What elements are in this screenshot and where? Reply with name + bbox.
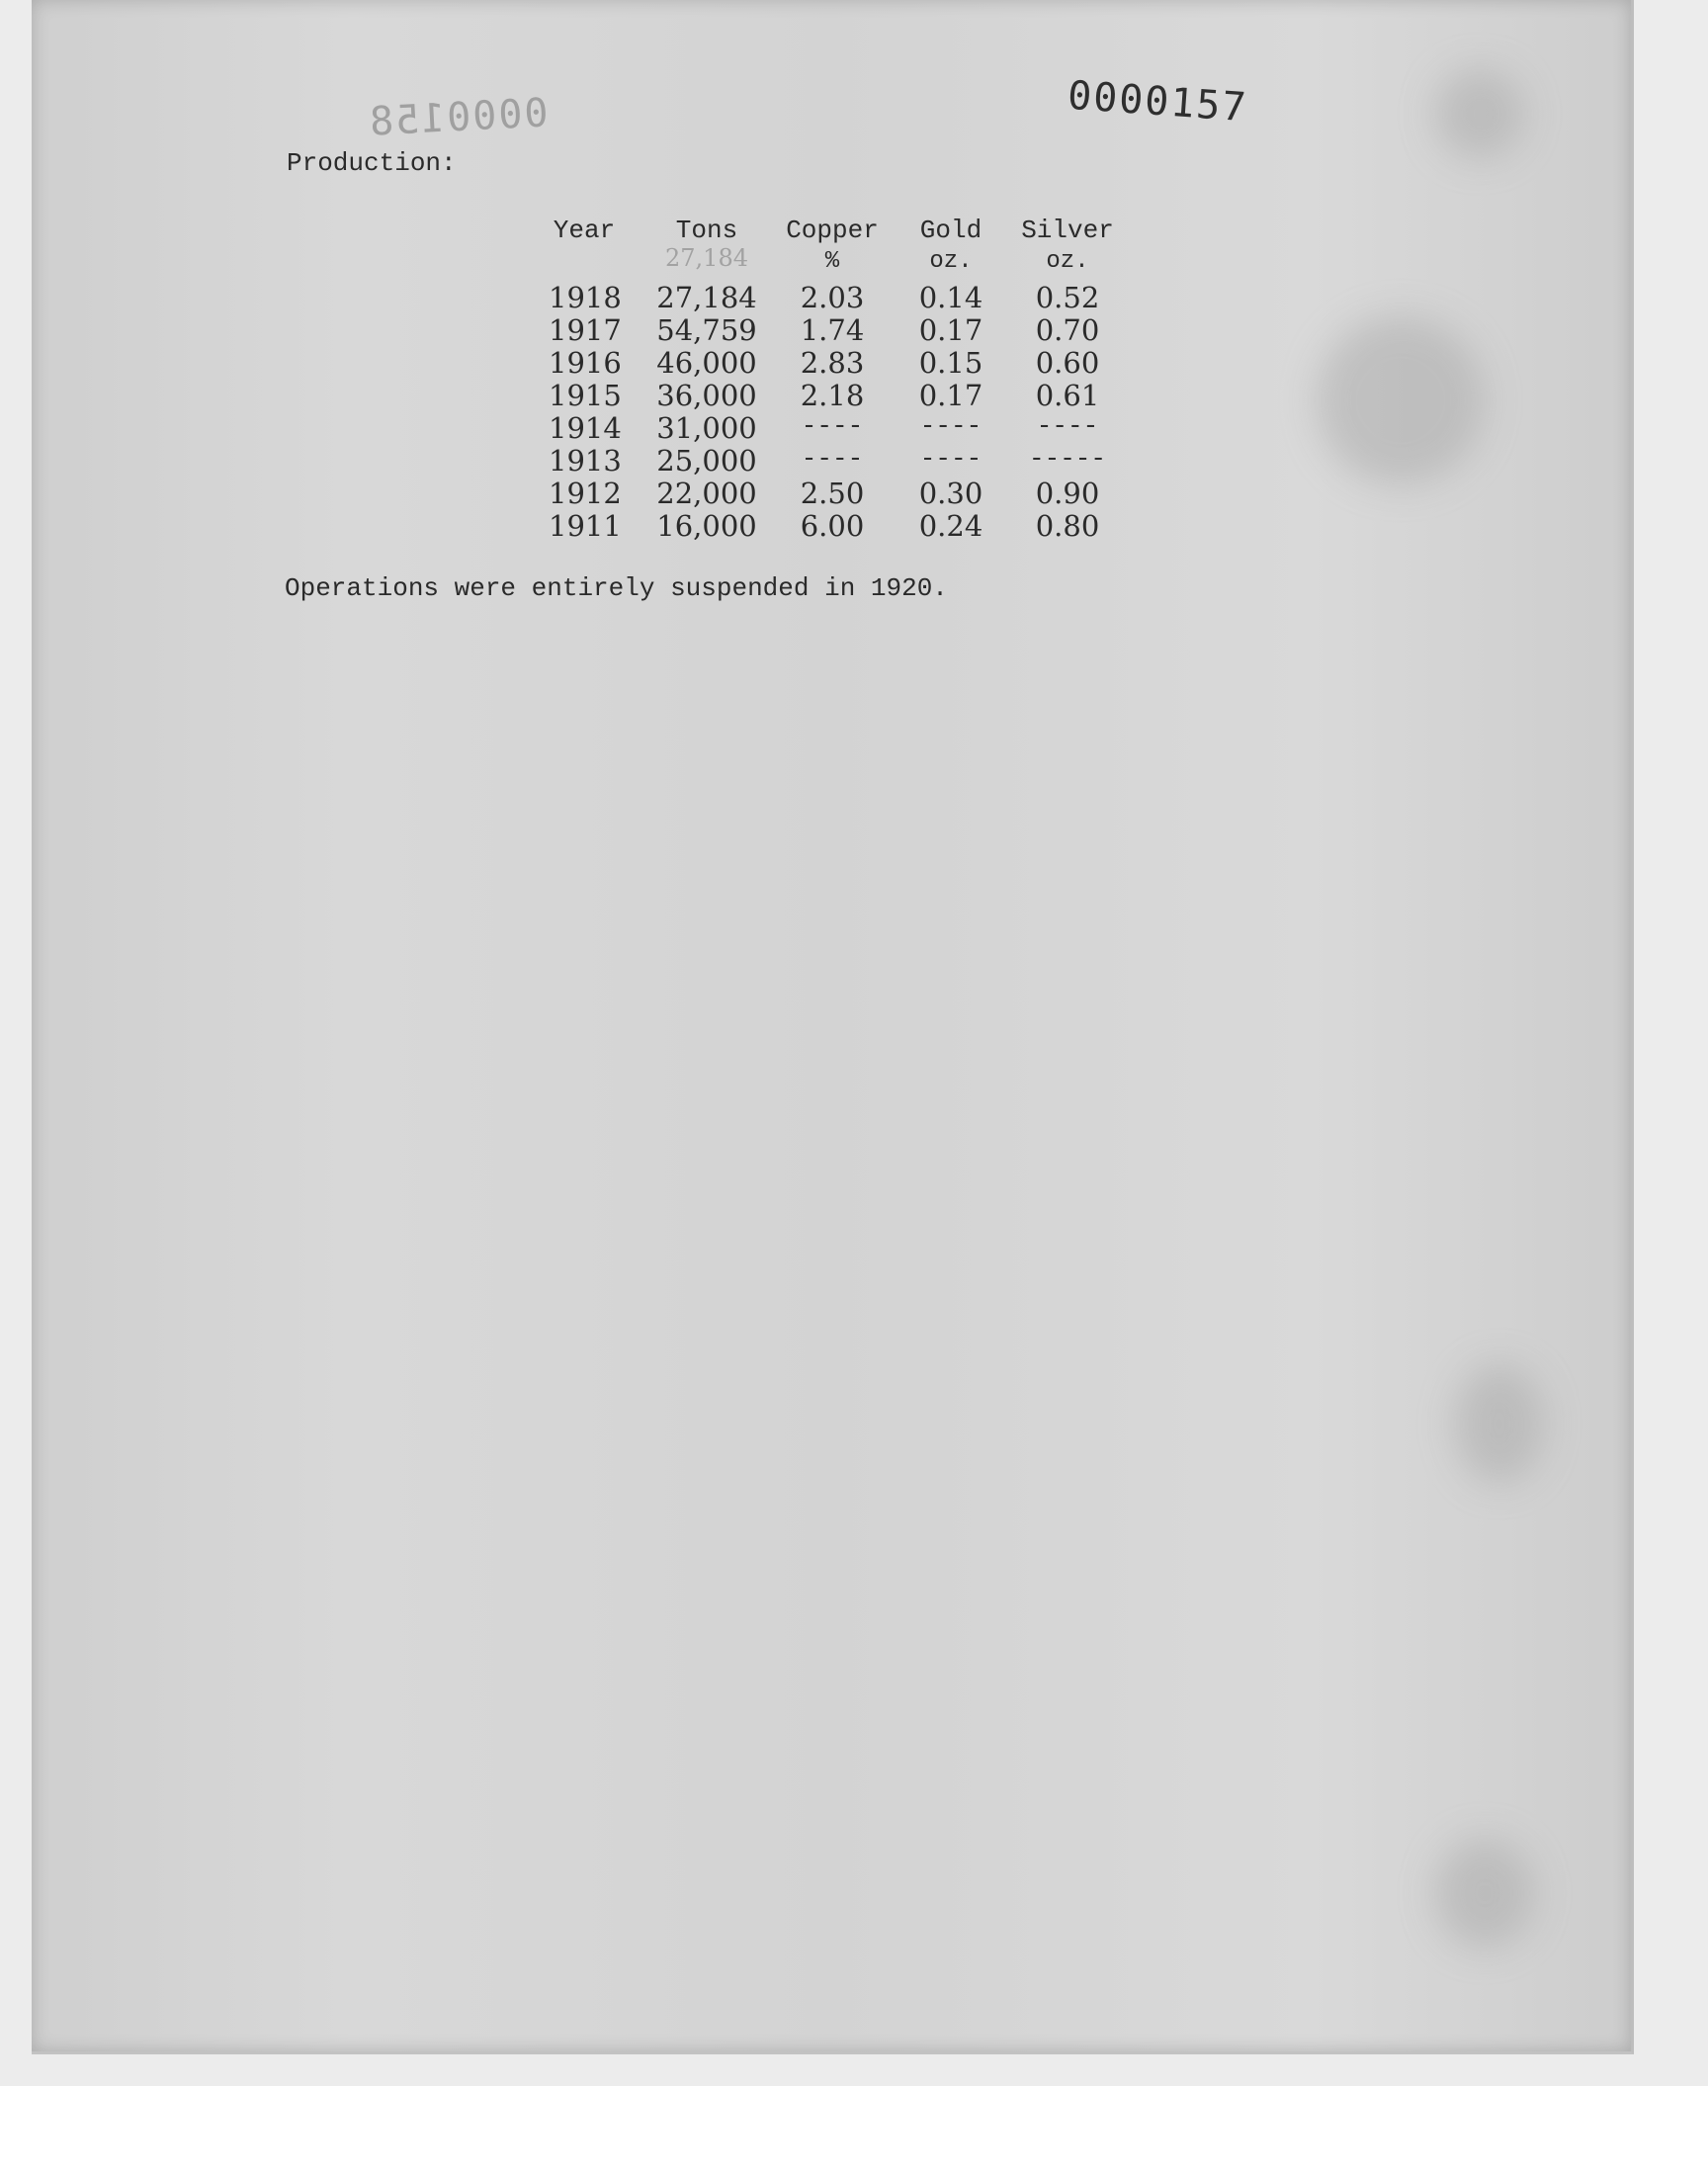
cell-copper: ----: [801, 444, 864, 474]
cell-tons: 31,000: [656, 411, 757, 445]
faint-annotation: 27,184: [665, 244, 748, 272]
cell-year: 1912: [549, 477, 622, 510]
page-smudge: [1317, 316, 1485, 484]
cell-silver: 0.80: [1035, 509, 1100, 543]
cell-gold: ----: [919, 411, 982, 441]
cell-gold: 0.17: [918, 379, 983, 412]
header-copper: Copper: [786, 216, 879, 245]
cell-year: 1917: [549, 313, 622, 347]
header-year: Year: [553, 216, 616, 245]
unit-gold: oz.: [929, 248, 973, 275]
cell-tons: 54,759: [656, 313, 757, 347]
cell-silver: -----: [1028, 444, 1106, 474]
cell-gold: 0.17: [918, 313, 983, 347]
cell-silver: 0.61: [1035, 379, 1100, 412]
cell-gold: 0.24: [918, 509, 983, 543]
cell-gold: 0.14: [918, 281, 983, 314]
header-silver: Silver: [1021, 216, 1114, 245]
cell-year: 1911: [549, 509, 622, 543]
cell-gold: 0.30: [918, 477, 983, 510]
cell-tons: 25,000: [656, 444, 757, 478]
cell-silver: 0.90: [1035, 477, 1100, 510]
unit-silver: oz.: [1046, 248, 1089, 275]
cell-copper: ----: [801, 411, 864, 441]
unit-copper: %: [824, 248, 840, 275]
cell-tons: 36,000: [656, 379, 757, 412]
cell-tons: 16,000: [656, 509, 757, 543]
header-tons: Tons: [675, 216, 738, 245]
page-smudge: [1435, 69, 1524, 158]
cell-copper: 2.83: [800, 346, 865, 380]
cell-year: 1913: [549, 444, 622, 478]
cell-year: 1916: [549, 346, 622, 380]
operations-note: Operations were entirely suspended in 1920.: [285, 573, 948, 603]
cell-tons: 46,000: [656, 346, 757, 380]
cell-silver: 0.60: [1035, 346, 1100, 380]
ghost-page-number-stamp: 0000158: [366, 90, 550, 145]
cell-copper: 1.74: [800, 313, 865, 347]
cell-copper: 2.03: [800, 281, 865, 314]
cell-copper: 2.18: [800, 379, 865, 412]
production-heading: Production:: [287, 148, 457, 178]
page-number-stamp: 0000157: [1066, 72, 1249, 131]
cell-gold: ----: [919, 444, 982, 474]
cell-gold: 0.15: [918, 346, 983, 380]
cell-copper: 6.00: [800, 509, 865, 543]
cell-silver: 0.52: [1035, 281, 1100, 314]
header-gold: Gold: [919, 216, 982, 245]
cell-copper: 2.50: [800, 477, 865, 510]
cell-silver: 0.70: [1035, 313, 1100, 347]
cell-year: 1915: [549, 379, 622, 412]
page-smudge: [1455, 1364, 1544, 1483]
cell-year: 1914: [549, 411, 622, 445]
page-smudge: [1435, 1839, 1534, 1948]
cell-tons: 22,000: [656, 477, 757, 510]
cell-silver: ----: [1036, 411, 1099, 441]
cell-tons: 27,184: [656, 281, 757, 314]
cell-year: 1918: [549, 281, 622, 314]
